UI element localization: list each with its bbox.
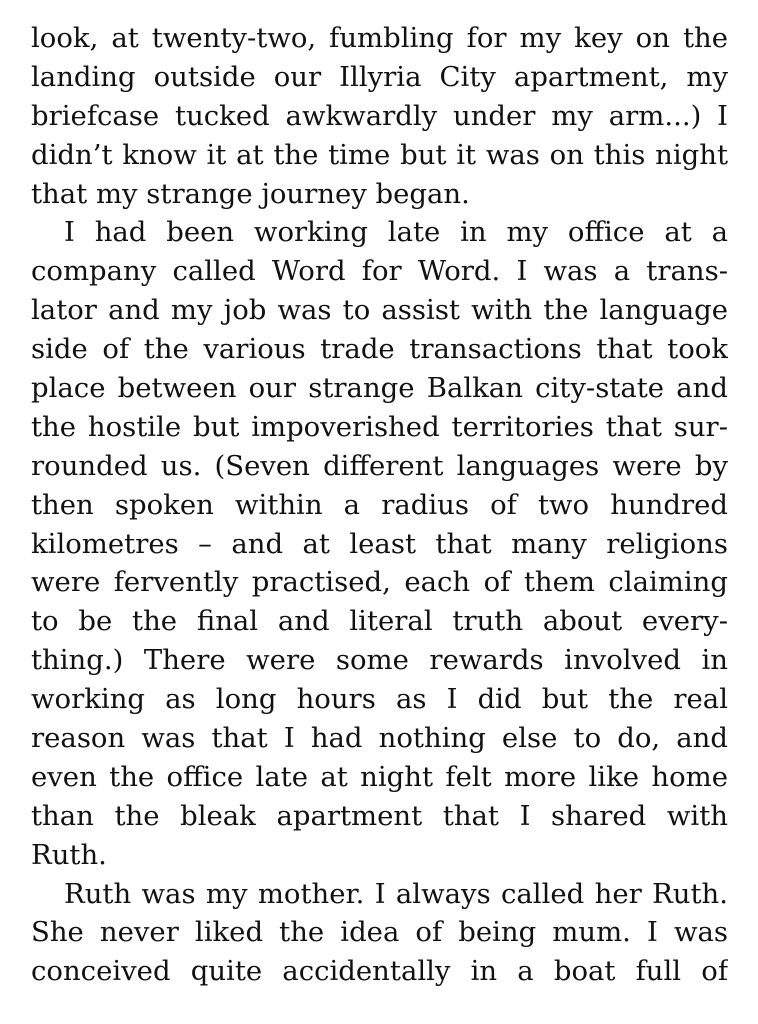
paragraph	[31, 875, 728, 992]
text-line: even the office late at night felt more like home	[31, 760, 728, 793]
text-line: working as long hours as I did but the real	[31, 683, 728, 716]
text-line: the hostile but impoverished territories that sur-	[31, 410, 728, 443]
text-line: side of the various trade transactions that took	[31, 333, 728, 366]
text-line: She never liked the idea of being mum. I was	[31, 916, 728, 949]
text-line: thing.) There were some rewards involved in	[31, 644, 728, 677]
text-line: company called Word for Word. I was a trans-	[31, 255, 728, 288]
text-line: kilometres – and at least that many religions	[31, 527, 728, 560]
text-line: I had been working late in my office at a	[64, 216, 728, 249]
book-page	[31, 19, 728, 991]
text-line: Ruth was my mother. I always called her Ruth.	[64, 877, 728, 910]
text-line: briefcase tucked awkwardly under my arm...) I	[31, 99, 728, 132]
text-line: Ruth.	[31, 838, 107, 871]
text-line: landing outside our Illyria City apartment, my	[31, 60, 728, 93]
text-line: that my strange journey began.	[31, 177, 470, 210]
text-line: than the bleak apartment that I shared with	[31, 799, 728, 832]
text-line: rounded us. (Seven different languages were by	[31, 449, 728, 482]
text-line: conceived quite accidentally in a boat full of	[31, 955, 728, 988]
text-line: lator and my job was to assist with the language	[31, 294, 728, 327]
text-line: look, at twenty-two, fumbling for my key on the	[31, 22, 728, 54]
text-line: to be the final and literal truth about every-	[31, 605, 728, 638]
text-line: didn’t know it at the time but it was on this night	[31, 138, 728, 171]
text-line: place between our strange Balkan city-state and	[31, 372, 728, 405]
paragraph	[31, 213, 728, 874]
paragraph	[31, 19, 728, 213]
text-line: were fervently practised, each of them claiming	[31, 566, 728, 599]
text-line: reason was that I had nothing else to do, and	[31, 722, 728, 755]
text-line: then spoken within a radius of two hundred	[31, 488, 728, 521]
